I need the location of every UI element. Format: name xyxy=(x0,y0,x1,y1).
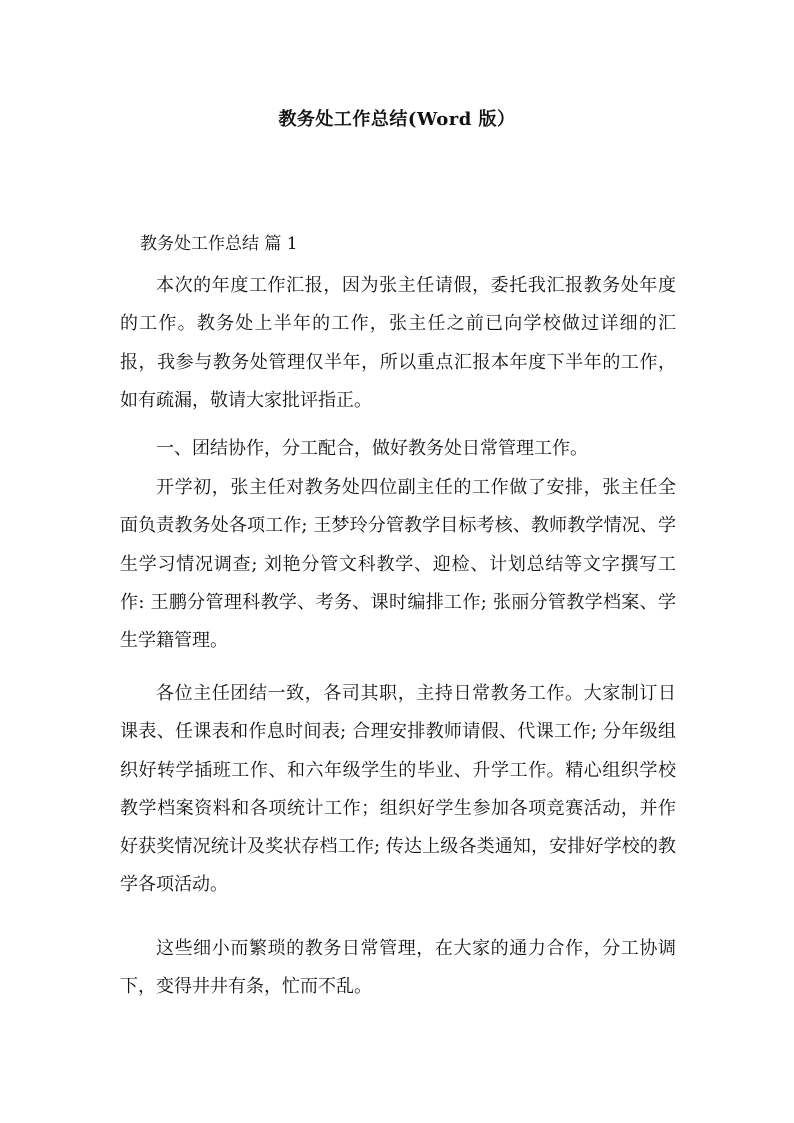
paragraph-division-of-work: 开学初，张主任对教务处四位副主任的工作做了安排，张主任全面负责教务处各项工作; 王梦玲分管教学目标考核、教师教学情况、学生学习情况调查; 刘艳分管文科教学、迎检、计划总结等文字撰写工作: 王鹏分管理科教学、考务、课时编排工作; 张丽分管教学档案、学生学籍管理。 xyxy=(120,477,676,652)
paragraph-intro: 本次的年度工作汇报，因为张主任请假，委托我汇报教务处年度的工作。教务处上半年的工作，张主任之前已向学校做过详细的汇报，我参与教务处管理仅半年，所以重点汇报本年度下半年的工作，如有疏漏，敬请大家批评指正。 xyxy=(120,275,676,411)
section-heading: 教务处工作总结 篇 1 xyxy=(140,234,298,254)
document-title: 教务处工作总结(Word 版） xyxy=(278,109,516,130)
paragraph-daily-work: 各位主任团结一致，各司其职，主持日常教务工作。大家制订日课表、任课表和作息时间表; 合理安排教师请假、代课工作; 分年级组织好转学插班工作、和六年级学生的毕业、升学工作。精心组织学校教学档案资料和各项统计工作；组织好学生参加各项竞赛活动，并作好获奖情况统计及奖状存档工作; 传达上级各类通知，安排好学校的教学各项活动。 xyxy=(120,683,676,896)
paragraph-conclusion: 这些细小而繁琐的教务日常管理，在大家的通力合作，分工协调下，变得井井有条，忙而不乱。 xyxy=(120,938,676,998)
paragraph-subheading: 一、团结协作，分工配合，做好教务处日常管理工作。 xyxy=(156,438,588,459)
